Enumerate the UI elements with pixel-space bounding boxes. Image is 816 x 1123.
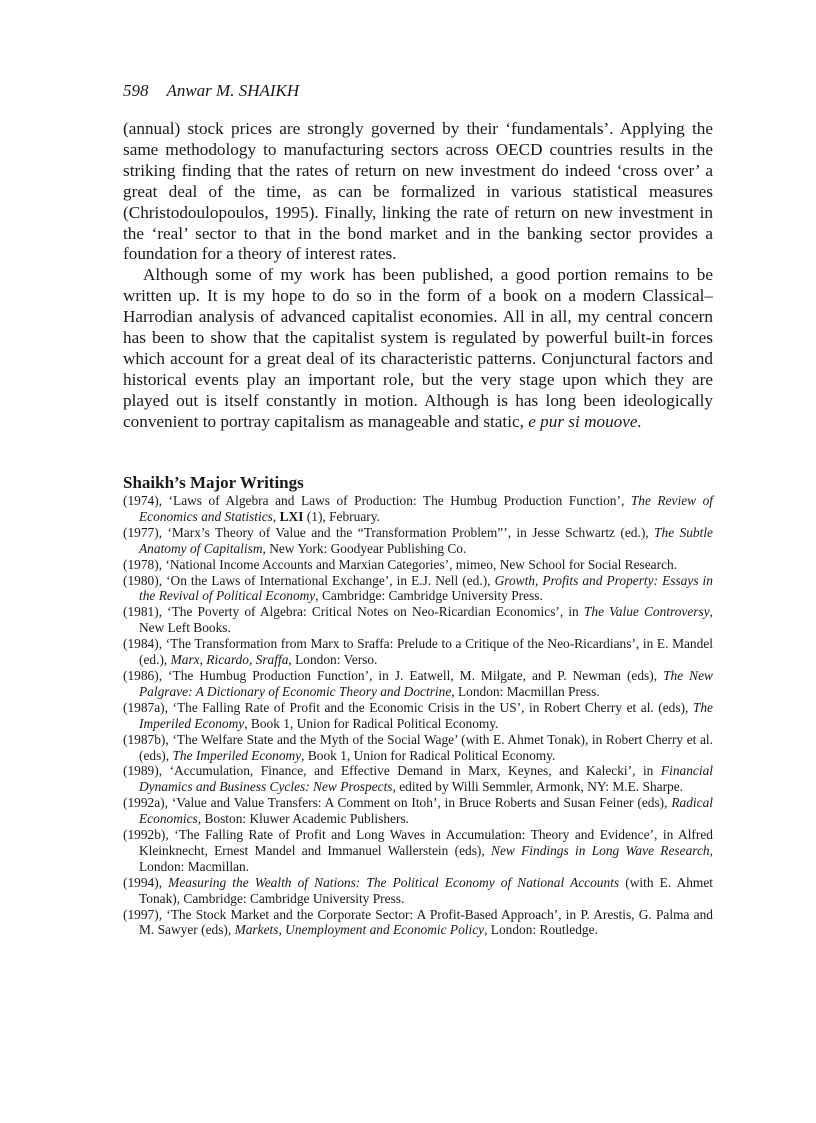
- entry-pre: (1994),: [123, 874, 169, 890]
- closing-phrase: e pur si mouove.: [528, 411, 642, 431]
- bibliography-entry: [123, 795, 713, 827]
- entry-pre: (1978), ‘National Income Accounts and Marxian Categories’, mimeo, New School for Social Research.: [123, 556, 678, 572]
- bibliography-entry: [123, 636, 713, 668]
- running-head: [123, 80, 299, 102]
- entry-post: , London: Macmillan Press.: [451, 683, 600, 699]
- paragraph-text: Although some of my work has been published, a good portion remains to be written up. It is my hope to do so in the form of a book on a modern Classical–Harrodian analysis of advanced capitalist economies. All in all, my central concern has been to show that the capitalist system is regulated by powerful built-in forces which account for a great deal of its characteristic patterns. Conjunctural factors and historical events play an important role, but the very stage upon which they are played out is itself constantly in motion. Although is has long been ideologically convenient to portray capitalism as manageable and static,: [123, 265, 713, 431]
- bibliography-entry: [123, 668, 713, 700]
- entry-pre: (1981), ‘The Poverty of Algebra: Critical Notes on Neo-Ricardian Economics’, in: [123, 604, 584, 620]
- bibliography-entry: [123, 827, 713, 875]
- entry-post: , New York: Goodyear Publishing Co.: [262, 540, 467, 556]
- entry-pre: (1977), ‘Marx’s Theory of Value and the “Transformation Problem”’, in Jesse Schwartz (ed.),: [123, 524, 655, 540]
- entry-post: , Boston: Kluwer Academic Publishers.: [197, 811, 410, 827]
- entry-italic: Radical Economics: [139, 795, 713, 827]
- bibliography: [123, 493, 713, 938]
- entry-post: , London: Routledge.: [484, 922, 598, 938]
- entry-pre: (1992b), ‘The Falling Rate of Profit and Long Waves in Accumulation: Theory and Evidence’, in Alfred Kleinknecht, Ernest Mandel and Immanuel Wallerstein (eds),: [123, 827, 713, 858]
- entry-italic: Marx, Ricardo, Sraffa: [170, 652, 289, 668]
- entry-post: (with E. Ahmet Tonak), Cambridge: Cambridge University Press.: [139, 874, 713, 906]
- bibliography-entry: [123, 732, 713, 764]
- entry-pre: (1974), ‘Laws of Algebra and Laws of Production: The Humbug Production Function’,: [123, 493, 631, 508]
- entry-italic: Financial Dynamics and Business Cycles: New Prospects: [139, 763, 713, 795]
- entry-italic: The Imperiled Economy: [172, 747, 302, 763]
- bibliography-entry: [123, 875, 713, 907]
- bibliography-entry: [123, 763, 713, 795]
- entry-pre: (1984), ‘The Transformation from Marx to Sraffa: Prelude to a Critique of the Neo-Ricardians’, in E. Mandel (ed.),: [123, 636, 713, 668]
- entry-italic: The Subtle Anatomy of Capitalism: [139, 524, 714, 556]
- entry-mid: ,: [272, 508, 280, 524]
- entry-post: , New Left Books.: [139, 604, 714, 636]
- entry-italic: The Imperiled Economy: [139, 699, 713, 731]
- bibliography-entry: [123, 493, 713, 525]
- bibliography-entry: [123, 573, 713, 605]
- bibliography-entry: [123, 907, 713, 939]
- bibliography-entry: [123, 525, 713, 557]
- paragraph: [123, 265, 713, 432]
- bibliography-entry: [123, 700, 713, 732]
- body-text: [123, 119, 713, 433]
- paragraph: (annual) stock prices are strongly governed by their ‘fundamentals’. Applying the same methodology to manufacturing sectors across OECD countries results in the striking finding that the rates of return on new investment do indeed ‘cross over’ a great deal of the time, as can be formalized in various statistical measures (Christodoulopoulos, 1995). Finally, linking the rate of return on new investment in the ‘real’ sector to that in the bond market and in the banking sector provides a foundation for a theory of interest rates.: [123, 119, 713, 264]
- section-title: Shaikh’s Major Writings: [123, 473, 304, 492]
- page-number: 598: [123, 81, 149, 100]
- entry-pre: (1987a), ‘The Falling Rate of Profit and the Economic Crisis in the US’, in Robert Cherry et al. (eds),: [123, 699, 693, 715]
- entry-pre: (1992a), ‘Value and Value Transfers: A Comment on Itoh’, in Bruce Roberts and Susan Feiner (eds),: [123, 795, 672, 811]
- entry-post: , London: Verso.: [288, 652, 378, 668]
- entry-bold: LXI: [279, 508, 304, 524]
- entry-italic: Markets, Unemployment and Economic Policy: [234, 922, 485, 938]
- entry-pre: (1980), ‘On the Laws of International Exchange’, in E.J. Nell (ed.),: [123, 572, 495, 588]
- entry-italic: The Value Controversy: [583, 604, 710, 620]
- entry-pre: (1989), ‘Accumulation, Finance, and Effective Demand in Marx, Keynes, and Kalecki’, in: [123, 763, 661, 779]
- entry-italic: The Review of Economics and Statistics: [139, 493, 713, 524]
- entry-post: , Book 1, Union for Radical Political Economy.: [244, 715, 499, 731]
- entry-post: (1), February.: [303, 508, 380, 524]
- entry-post: , Book 1, Union for Radical Political Economy.: [301, 747, 556, 763]
- author-name: Anwar M. SHAIKH: [166, 81, 300, 100]
- entry-italic: New Findings in Long Wave Research: [491, 842, 710, 858]
- bibliography-entry: [123, 604, 713, 636]
- entry-pre: (1986), ‘The Humbug Production Function’, in J. Eatwell, M. Milgate, and P. Newman (eds),: [123, 667, 664, 683]
- entry-pre: (1987b), ‘The Welfare State and the Myth of the Social Wage’ (with E. Ahmet Tonak), in Robert Cherry et al. (eds),: [123, 731, 713, 763]
- entry-italic: The New Palgrave: A Dictionary of Economic Theory and Doctrine: [139, 667, 713, 699]
- entry-post: , Cambridge: Cambridge University Press.: [315, 588, 543, 604]
- entry-post: , London: Macmillan.: [139, 842, 713, 874]
- entry-italic: Measuring the Wealth of Nations: The Political Economy of National Accounts: [168, 874, 620, 890]
- entry-italic: Growth, Profits and Property: Essays in the Revival of Political Economy: [139, 572, 713, 604]
- entry-post: , edited by Willi Semmler, Armonk, NY: M.E. Sharpe.: [392, 779, 684, 795]
- bibliography-entry: [123, 557, 713, 573]
- entry-pre: (1997), ‘The Stock Market and the Corporate Sector: A Profit-Based Approach’, in P. Arestis, G. Palma and M. Sawyer (eds),: [123, 906, 713, 938]
